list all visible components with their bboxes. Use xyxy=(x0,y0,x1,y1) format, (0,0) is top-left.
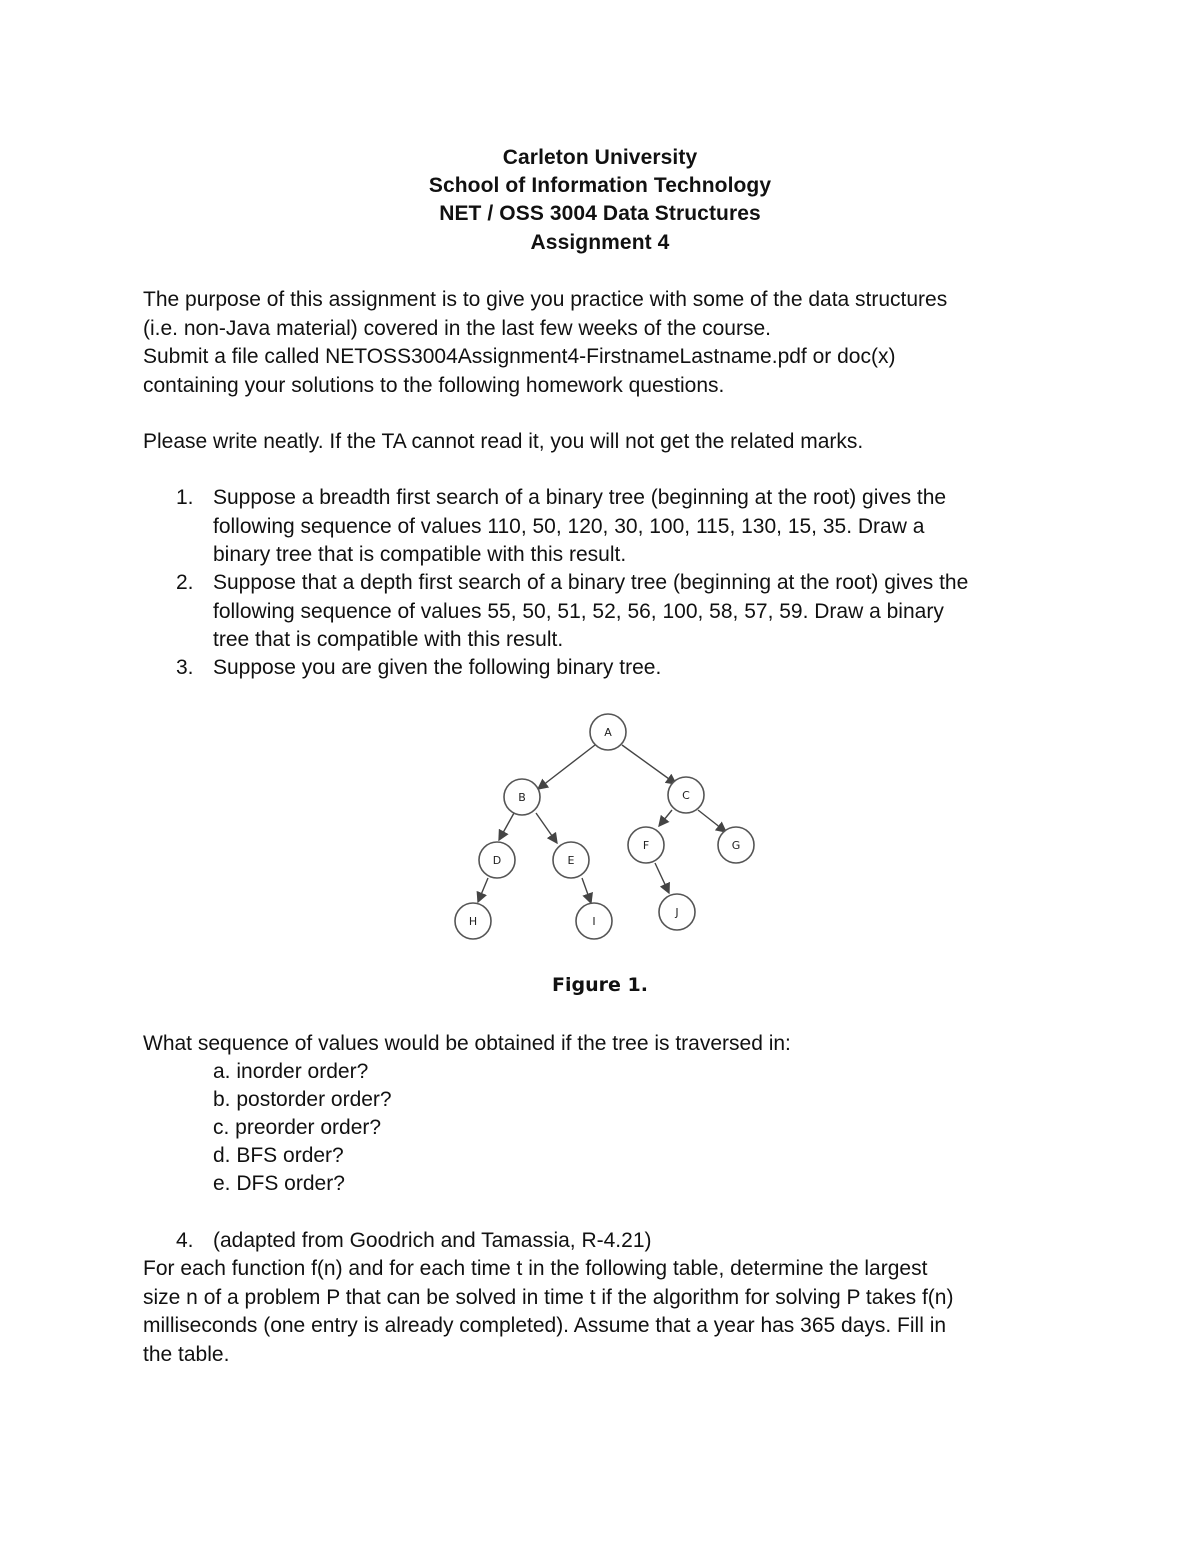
intro-paragraph xyxy=(143,286,1073,400)
question-1-text xyxy=(213,484,1083,570)
intro-line: (i.e. non-Java material) covered in the last few weeks of the course. xyxy=(143,316,771,340)
edge-b-d xyxy=(499,813,514,840)
question-line: following sequence of values 55, 50, 51, 52, 56, 100, 58, 57, 59. Draw a binary xyxy=(213,599,944,623)
figure-caption: Figure 1. xyxy=(552,974,648,996)
edge-a-c xyxy=(622,745,676,784)
tree-node-a xyxy=(590,714,626,750)
node-label-f: F xyxy=(642,839,650,852)
node-label-b: B xyxy=(518,791,526,804)
question-line: binary tree that is compatible with this result. xyxy=(213,543,627,566)
tree-node-j xyxy=(659,894,695,930)
traversal-item-a: a. inorder order? xyxy=(213,1060,369,1083)
question-line: tree that is compatible with this result. xyxy=(213,628,564,651)
edge-f-j xyxy=(655,863,669,893)
assignment-title: Assignment 4 xyxy=(530,231,670,254)
question-line: Suppose you are given the following binary tree. xyxy=(213,656,662,679)
traversal-item-b: b. postorder order? xyxy=(213,1088,392,1111)
traversal-item-e: e. DFS order? xyxy=(213,1172,345,1195)
node-label-g: G xyxy=(731,839,741,852)
tree-node-e xyxy=(553,842,589,878)
node-label-e: E xyxy=(567,854,575,867)
question-3-text xyxy=(213,654,1083,683)
question-1-number: 1. xyxy=(176,486,194,509)
tree-node-h xyxy=(455,903,491,939)
edge-a-b xyxy=(538,745,595,789)
intro-line: Submit a file called NETOSS3004Assignment4-FirstnameLastname.pdf or doc(x) xyxy=(143,345,896,368)
binary-tree-figure xyxy=(440,700,770,950)
question-line: following sequence of values 110, 50, 120, 30, 100, 115, 130, 15, 35. Draw a xyxy=(213,514,925,538)
tree-node-f xyxy=(628,827,664,863)
question-4-title: (adapted from Goodrich and Tamassia, R-4.21) xyxy=(213,1229,652,1252)
traversal-prompt: What sequence of values would be obtained if the tree is traversed in: xyxy=(143,1032,791,1055)
question-2-text xyxy=(213,569,1083,655)
school-title: School of Information Technology xyxy=(428,174,772,197)
question-line: the table. xyxy=(143,1342,230,1366)
node-label-h: H xyxy=(468,915,478,928)
intro-line: The purpose of this assignment is to give you practice with some of the data structures xyxy=(143,288,948,311)
edge-d-h xyxy=(478,878,488,902)
neatness-notice: Please write neatly. If the TA cannot read it, you will not get the related marks. xyxy=(143,430,864,453)
edge-b-e xyxy=(536,813,557,843)
intro-line: containing your solutions to the following homework questions. xyxy=(143,373,725,397)
node-label-d: D xyxy=(492,854,502,867)
edge-c-g xyxy=(698,810,726,832)
traversal-item-d: d. BFS order? xyxy=(213,1144,344,1167)
node-label-c: C xyxy=(682,789,690,802)
tree-node-i xyxy=(576,903,612,939)
tree-node-g xyxy=(718,827,754,863)
question-4-text xyxy=(143,1255,1073,1369)
edge-c-f xyxy=(659,810,672,826)
question-4-number: 4. xyxy=(176,1229,194,1252)
node-label-a: A xyxy=(604,726,612,739)
course-title: NET / OSS 3004 Data Structures xyxy=(439,202,761,225)
question-line: milliseconds (one entry is already completed). Assume that a year has 365 days. Fill in xyxy=(143,1314,947,1337)
question-2-number: 2. xyxy=(176,571,194,594)
tree-node-b xyxy=(504,779,540,815)
node-label-i: I xyxy=(592,915,596,928)
edge-e-i xyxy=(582,878,591,903)
node-label-j: J xyxy=(675,906,679,919)
question-line: size n of a problem P that can be solved in time t if the algorithm for solving P takes f(n) xyxy=(143,1285,954,1309)
university-title: Carleton University xyxy=(502,146,698,169)
tree-node-c xyxy=(668,777,704,813)
question-3-number: 3. xyxy=(176,656,194,679)
question-line: Suppose a breadth first search of a binary tree (beginning at the root) gives the xyxy=(213,486,947,509)
traversal-item-c: c. preorder order? xyxy=(213,1116,382,1139)
question-line: Suppose that a depth first search of a binary tree (beginning at the root) gives the xyxy=(213,571,969,594)
question-line: For each function f(n) and for each time t in the following table, determine the largest xyxy=(143,1257,928,1280)
tree-node-d xyxy=(479,842,515,878)
